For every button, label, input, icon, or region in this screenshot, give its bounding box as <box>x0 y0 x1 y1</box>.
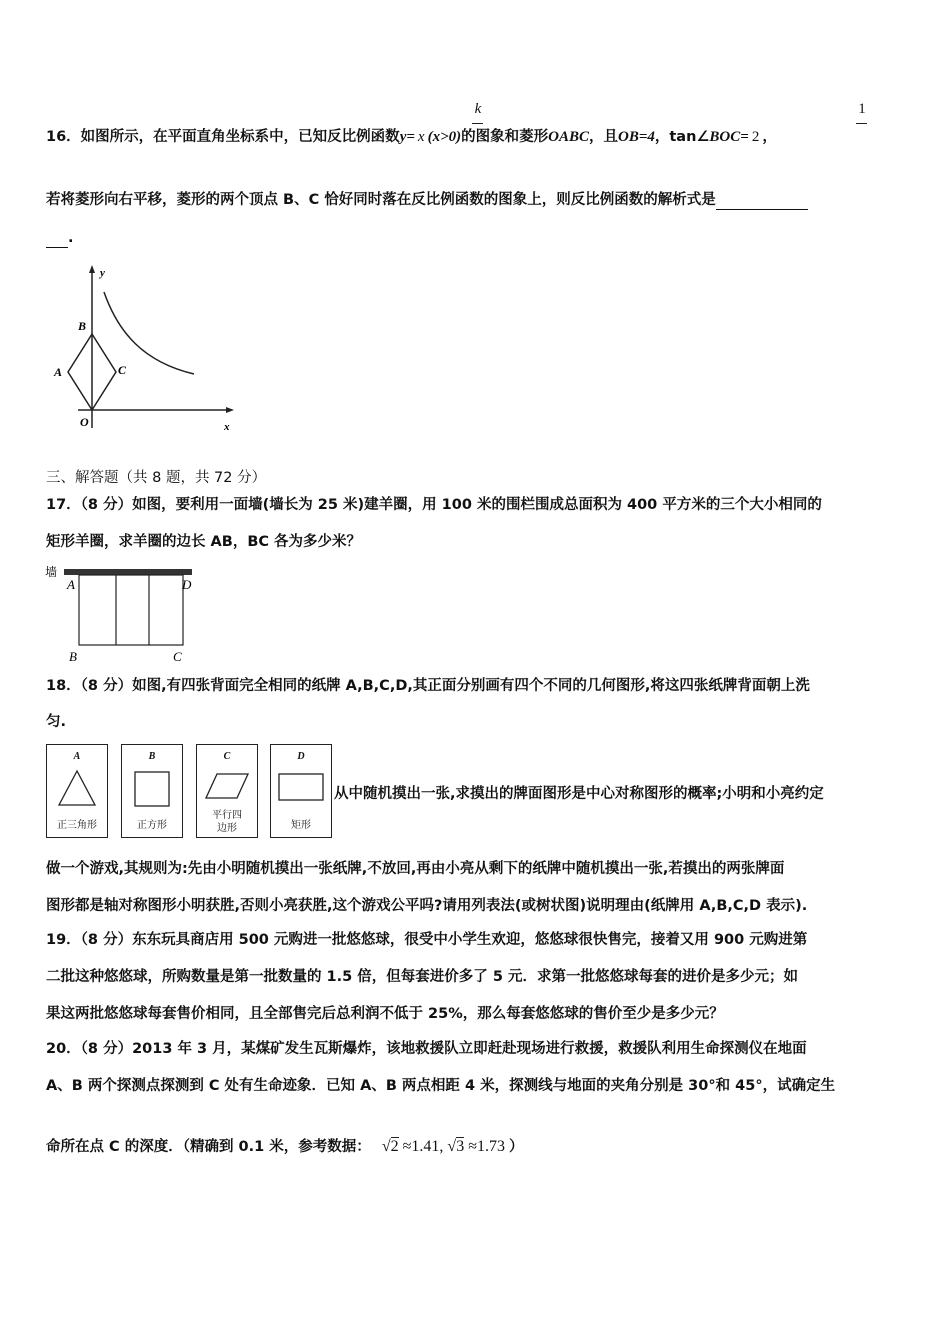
fraction-half-bar <box>856 123 867 124</box>
q16-condition: (x>0) <box>427 129 462 145</box>
rhombus-hyperbola-figure <box>48 262 248 437</box>
fig-label-a: A <box>54 365 63 379</box>
q16-text-c: ，且 <box>588 129 618 145</box>
q16-line3 <box>46 228 74 248</box>
q16-period: . <box>68 230 74 246</box>
pen-label-d: D <box>182 577 192 592</box>
pen-label-c: C <box>173 649 182 664</box>
card-b-label: B <box>148 751 156 762</box>
q19-line3: 果这两批悠悠球每套售价相同，且全部售完后总利润不低于 25%，那么每套悠悠球的售价至少是多少元？ <box>46 1006 724 1022</box>
card-d[interactable] <box>270 744 332 838</box>
q16-line2 <box>46 190 808 210</box>
square-icon <box>133 770 171 808</box>
q16-text-d: ，tan∠ <box>654 129 710 145</box>
rectangle-icon <box>277 772 325 802</box>
sqrt-radicand-3: 3 <box>456 1138 465 1155</box>
sqrt-radicand-2: 2 <box>390 1138 399 1155</box>
pen-label-b: B <box>69 649 77 664</box>
card-c-name-1: 平行四 <box>212 810 242 821</box>
section-heading: 三、解答题（共 8 题，共 72 分） <box>46 470 267 486</box>
q19-line1: 19．（8 分）东东玩具商店用 500 元购进一批悠悠球，很受中小学生欢迎，悠悠球很快售完，接着又用 900 元购进第 <box>46 932 808 948</box>
q18-line2: 匀. <box>46 714 67 730</box>
card-a[interactable] <box>46 744 108 838</box>
card-d-label: D <box>297 751 305 762</box>
q20-text-line3: 命所在点 C 的深度．（精确到 0.1 米，参考数据： <box>46 1139 371 1155</box>
q20-line3 <box>46 1137 523 1157</box>
q16-y-eq: y= <box>399 129 415 145</box>
card-b-name: 正方形 <box>137 820 167 831</box>
hyperbola-curve <box>104 292 194 374</box>
wall-bar <box>64 569 192 575</box>
fraction-k-numerator: k <box>474 101 482 117</box>
fraction-k-bar <box>472 123 483 124</box>
card-c-label: C <box>223 751 231 762</box>
y-axis-arrow <box>89 265 95 273</box>
fig-label-b: B <box>78 319 87 333</box>
q18-line5: 图形都是轴对称图形小明获胜,否则小亮获胜,这个游戏公平吗?请用列表法(或树状图)说明理由(纸牌用 A,B,C,D 表示). <box>46 898 808 914</box>
fraction-half-denominator: 2 <box>751 129 760 145</box>
fig-label-o: O <box>80 415 89 429</box>
q20-line1: 20．（8 分）2013 年 3 月，某煤矿发生瓦斯爆炸，该地救援队立即赶赴现场进行救援，救援队利用生命探测仪在地面 <box>46 1041 807 1057</box>
q18-line1: 18．（8 分）如图,有四张背面完全相同的纸牌 A,B,C,D,其正面分别画有四个不同的几何图形,将这四张纸牌背面朝上洗 <box>46 678 810 694</box>
wall-label: 墙 <box>45 565 58 579</box>
pen-label-a: A <box>67 577 75 592</box>
q20-close-paren: ） <box>508 1139 524 1155</box>
fraction-k-denominator: x <box>417 129 425 145</box>
card-c-name-2: 边形 <box>217 823 237 834</box>
q16-comma: ， <box>762 129 777 145</box>
parallelogram-icon <box>203 771 251 801</box>
approx-value-3: ≈1.73 <box>468 1138 505 1155</box>
answer-blank[interactable] <box>716 193 808 210</box>
sqrt-icon: √ <box>381 1138 391 1155</box>
x-axis-arrow <box>226 407 234 413</box>
fig-label-c: C <box>118 363 127 377</box>
sheep-pen-figure <box>44 562 204 668</box>
answer-blank-continued[interactable] <box>46 233 68 248</box>
fig-label-y: y <box>100 267 105 279</box>
fraction-half-numerator: 1 <box>858 101 866 117</box>
q16-text-b: 的图象和菱形 <box>461 129 549 145</box>
q17-line1: 17．（8 分）如图，要利用一面墙(墙长为 25 米)建羊圈，用 100 米的围栏围成总面积为 400 平方米的三个大小相同的 <box>46 497 822 513</box>
q16-text-a: 16．如图所示，在平面直角坐标系中，已知反比例函数 <box>46 129 400 145</box>
q16-boc: BOC= <box>709 129 749 145</box>
card-b[interactable] <box>121 744 183 838</box>
q17-line2: 矩形羊圈，求羊圈的边长 AB，BC 各为多少米？ <box>46 534 362 550</box>
sqrt-icon: √ <box>447 1138 457 1155</box>
fig-label-x: x <box>224 421 230 433</box>
q16-line1 <box>46 127 777 147</box>
q16-ob: OB=4 <box>617 129 655 145</box>
q18-line4: 做一个游戏,其规则为:先由小明随机摸出一张纸牌,不放回,再由小亮从剩下的纸牌中随机摸出一张,若摸出的两张牌面 <box>46 861 785 877</box>
approx-value-2: ≈1.41, <box>402 1138 444 1155</box>
q19-line2: 二批这种悠悠球，所购数量是第一批数量的 1.5 倍，但每套进价多了 5 元．求第一批悠悠球每套的进价是多少元；如 <box>46 969 798 985</box>
q18-line3: 从中随机摸出一张,求摸出的牌面图形是中心对称图形的概率;小明和小亮约定 <box>334 786 824 802</box>
card-c[interactable] <box>196 744 258 838</box>
pen-outline <box>79 575 183 645</box>
triangle-icon <box>56 767 98 809</box>
q16-oabc: OABC <box>548 129 589 145</box>
q16-text-line2: 若将菱形向右平移，菱形的两个顶点 B、C 恰好同时落在反比例函数的图象上，则反比例函数的解析式是 <box>46 192 716 208</box>
q20-line2: A、B 两个探测点探测到 C 处有生命迹象．已知 A、B 两点相距 4 米，探测线与地面的夹角分别是 30°和 45°，试确定生 <box>46 1078 836 1094</box>
card-d-name: 矩形 <box>291 820 311 831</box>
sqrt-formula <box>382 1138 509 1155</box>
card-a-label: A <box>73 751 81 762</box>
card-a-name: 正三角形 <box>57 820 97 831</box>
